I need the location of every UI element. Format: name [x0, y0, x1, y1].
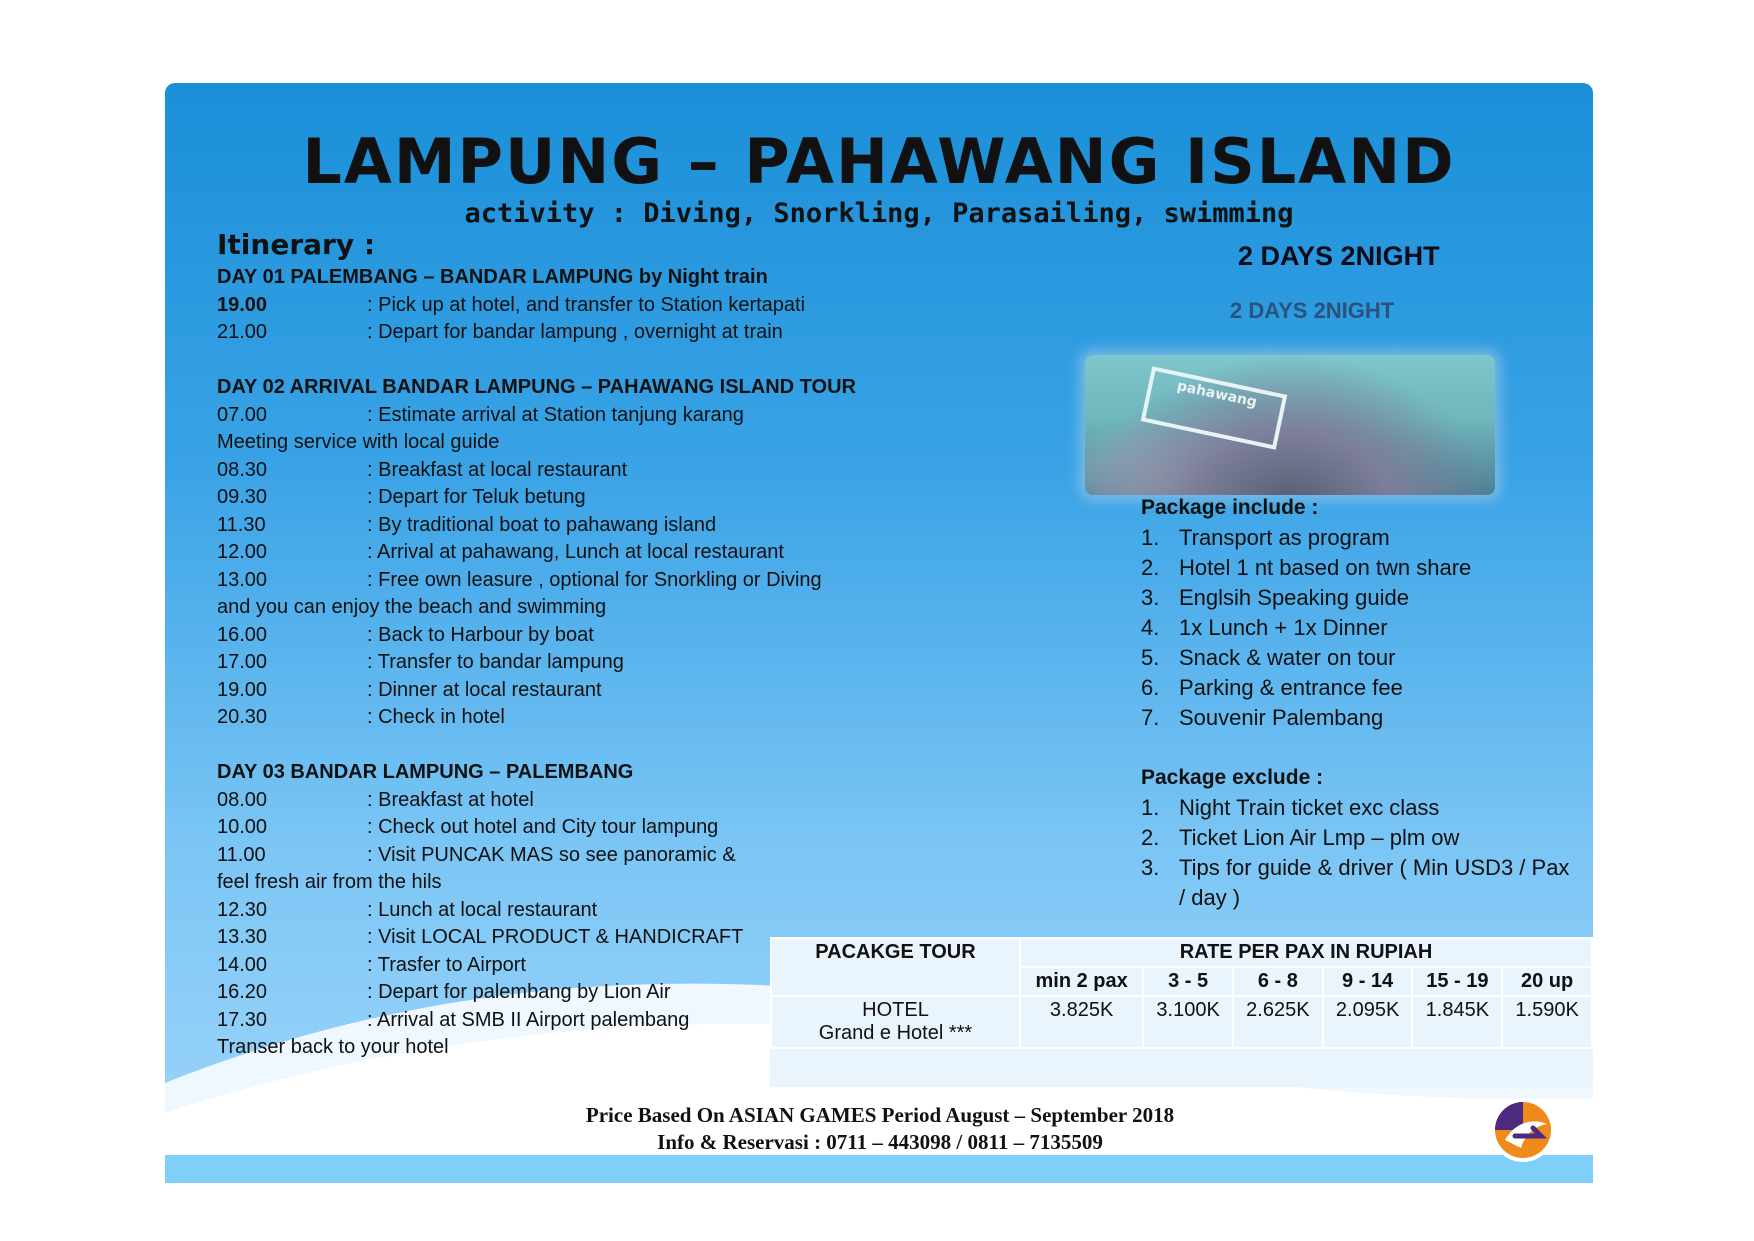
hotel-cell: [771, 996, 1020, 1048]
pax-column-header: 9 - 14: [1323, 967, 1413, 996]
itinerary-row: [217, 319, 857, 347]
list-item: 4. 1x Lunch + 1x Dinner: [1141, 615, 1388, 640]
time: 11.00: [217, 843, 266, 866]
package-tour-header: PACAKGE TOUR: [771, 938, 1020, 996]
activity: : Depart for bandar lampung , overnight at train: [367, 321, 783, 343]
activity-continuation: Meeting service with local guide: [217, 431, 500, 453]
list-item: 5. Snack & water on tour: [1141, 645, 1396, 670]
itinerary-row: [217, 539, 857, 567]
package-exclude-heading: Package exclude :: [1141, 766, 1324, 789]
time: 12.00: [217, 541, 268, 563]
day-heading: DAY 02 ARRIVAL BANDAR LAMPUNG – PAHAWANG ISLAND TOUR: [217, 376, 856, 398]
itinerary-row: [217, 814, 857, 842]
list-item: 3. Englsih Speaking guide: [1141, 585, 1409, 610]
price-cell: 3.825K: [1020, 996, 1143, 1048]
itinerary-row: [217, 787, 857, 815]
rate-table-container: [770, 937, 1593, 1087]
hotel-name: Grand e Hotel ***: [818, 1022, 973, 1044]
activity: : Lunch at local restaurant: [367, 898, 598, 921]
hotel-label: HOTEL: [862, 999, 929, 1021]
activity: : Visit LOCAL PRODUCT & HANDICRAFT: [367, 926, 744, 948]
time: 09.30: [217, 486, 268, 508]
time: 21.00: [217, 321, 268, 343]
time: 13.00: [217, 568, 268, 591]
activity: : Breakfast at hotel: [367, 788, 534, 811]
package-include-heading: Package include :: [1141, 496, 1319, 519]
time: 13.30: [217, 926, 268, 948]
activity: : Visit PUNCAK MAS so see panoramic &: [367, 843, 736, 866]
contact-info: Info & Reservasi : 0711 – 443098 / 0811 – 7135509: [657, 1130, 1103, 1154]
time: 08.00: [217, 788, 268, 811]
activity-continuation: Transer back to your hotel: [217, 1036, 449, 1058]
price-cell: 2.625K: [1233, 996, 1323, 1048]
activity-subtitle: activity : Diving, Snorkling, Parasailing, swimming: [464, 198, 1294, 229]
duration-ghost-text: 2 DAYS 2NIGHT: [1230, 298, 1395, 323]
itinerary-row: [217, 567, 857, 595]
itinerary-row: [217, 979, 857, 1007]
pax-column-header: min 2 pax: [1020, 967, 1143, 996]
list-item: 1. Transport as program: [1141, 525, 1390, 550]
list-item: 3. Tips for guide & driver ( Min USD3 / Pax / day ): [1141, 855, 1570, 910]
activity: : Transfer to bandar lampung: [367, 651, 624, 673]
itinerary-row: [217, 457, 857, 485]
list-item: 2. Hotel 1 nt based on twn share: [1141, 555, 1472, 580]
pahawang-island-photo: [1085, 355, 1495, 495]
itinerary-row: [217, 677, 857, 705]
time: 19.00: [217, 678, 268, 701]
time: 07.00: [217, 403, 268, 426]
time: 12.30: [217, 898, 268, 921]
duration-title: 2 DAYS 2NIGHT: [1238, 241, 1440, 271]
list-item: 7. Souvenir Palembang: [1141, 705, 1384, 730]
price-note: Price Based On ASIAN GAMES Period August – September 2018: [585, 1103, 1175, 1127]
pax-column-header: 15 - 19: [1412, 967, 1502, 996]
activity: : Arrival at pahawang, Lunch at local restaurant: [367, 541, 784, 563]
time: 10.00: [217, 816, 268, 838]
time: 16.00: [217, 623, 268, 646]
pax-column-header: 6 - 8: [1233, 967, 1323, 996]
itinerary-heading: Itinerary :: [217, 228, 376, 261]
list-item: 6. Parking & entrance fee: [1141, 675, 1403, 700]
activity: : Check out hotel and City tour lampung: [367, 816, 719, 838]
activity: : Estimate arrival at Station tanjung karang: [367, 403, 744, 426]
table-row: [771, 996, 1592, 1048]
day-heading: DAY 03 BANDAR LAMPUNG – PALEMBANG: [217, 761, 634, 783]
itinerary-row: [217, 649, 857, 677]
time: 16.20: [217, 981, 268, 1003]
itinerary-row: [217, 484, 857, 512]
package-include-list: [1141, 523, 1581, 733]
pax-column-header: 20 up: [1502, 967, 1592, 996]
time: 19.00: [217, 293, 268, 316]
bottom-band: [165, 1155, 1593, 1183]
package-exclude-list: [1141, 793, 1581, 913]
list-item: 1. Night Train ticket exc class: [1141, 795, 1440, 820]
activity: : Back to Harbour by boat: [367, 623, 594, 646]
time: 20.30: [217, 706, 268, 728]
package-section: [1141, 493, 1581, 913]
pax-column-header: 3 - 5: [1143, 967, 1233, 996]
activity: : Dinner at local restaurant: [367, 678, 602, 701]
activity: : Depart for Teluk betung: [367, 486, 586, 508]
time: 11.30: [217, 513, 266, 536]
activity: : Free own leasure , optional for Snorkling or Diving: [367, 568, 822, 591]
activity: : Breakfast at local restaurant: [367, 458, 628, 481]
itinerary-row: [217, 622, 857, 650]
activity: : Trasfer to Airport: [367, 953, 526, 976]
itinerary-row: [217, 704, 857, 732]
brochure-slide: [165, 83, 1593, 1183]
itinerary-row: [217, 924, 857, 952]
activity: : Depart for palembang by Lion Air: [367, 981, 671, 1003]
activity: : By traditional boat to pahawang island: [367, 513, 717, 536]
itinerary-row: [217, 1007, 857, 1035]
itinerary-row: [217, 512, 857, 540]
activity: : Arrival at SMB II Airport palembang: [367, 1008, 690, 1031]
day-heading: DAY 01 PALEMBANG – BANDAR LAMPUNG by Night train: [217, 266, 768, 288]
pahawang-sign: pahawang: [1141, 366, 1288, 449]
rate-header: RATE PER PAX IN RUPIAH: [1020, 938, 1592, 967]
price-cell: 1.845K: [1412, 996, 1502, 1048]
price-cell: 2.095K: [1323, 996, 1413, 1048]
itinerary-row: [217, 402, 857, 430]
itinerary: [217, 264, 857, 1062]
activity: : Pick up at hotel, and transfer to Station kertapati: [367, 293, 806, 316]
cindo-citra-logo: [1475, 1078, 1571, 1174]
time: 14.00: [217, 953, 268, 976]
list-item: 2. Ticket Lion Air Lmp – plm ow: [1141, 825, 1460, 850]
itinerary-row: [217, 842, 857, 870]
itinerary-row: [217, 292, 857, 320]
page-title: LAMPUNG – PAHAWANG ISLAND: [302, 125, 1456, 198]
activity-continuation: feel fresh air from the hils: [217, 871, 442, 893]
itinerary-row: [217, 897, 857, 925]
activity-continuation: and you can enjoy the beach and swimming: [217, 596, 607, 618]
time: 17.00: [217, 651, 268, 673]
itinerary-row: [217, 952, 857, 980]
time: 17.30: [217, 1008, 268, 1031]
activity: : Check in hotel: [367, 706, 505, 728]
time: 08.30: [217, 458, 268, 481]
price-cell: 3.100K: [1143, 996, 1233, 1048]
rate-table: [770, 937, 1593, 1049]
price-cell: 1.590K: [1502, 996, 1592, 1048]
